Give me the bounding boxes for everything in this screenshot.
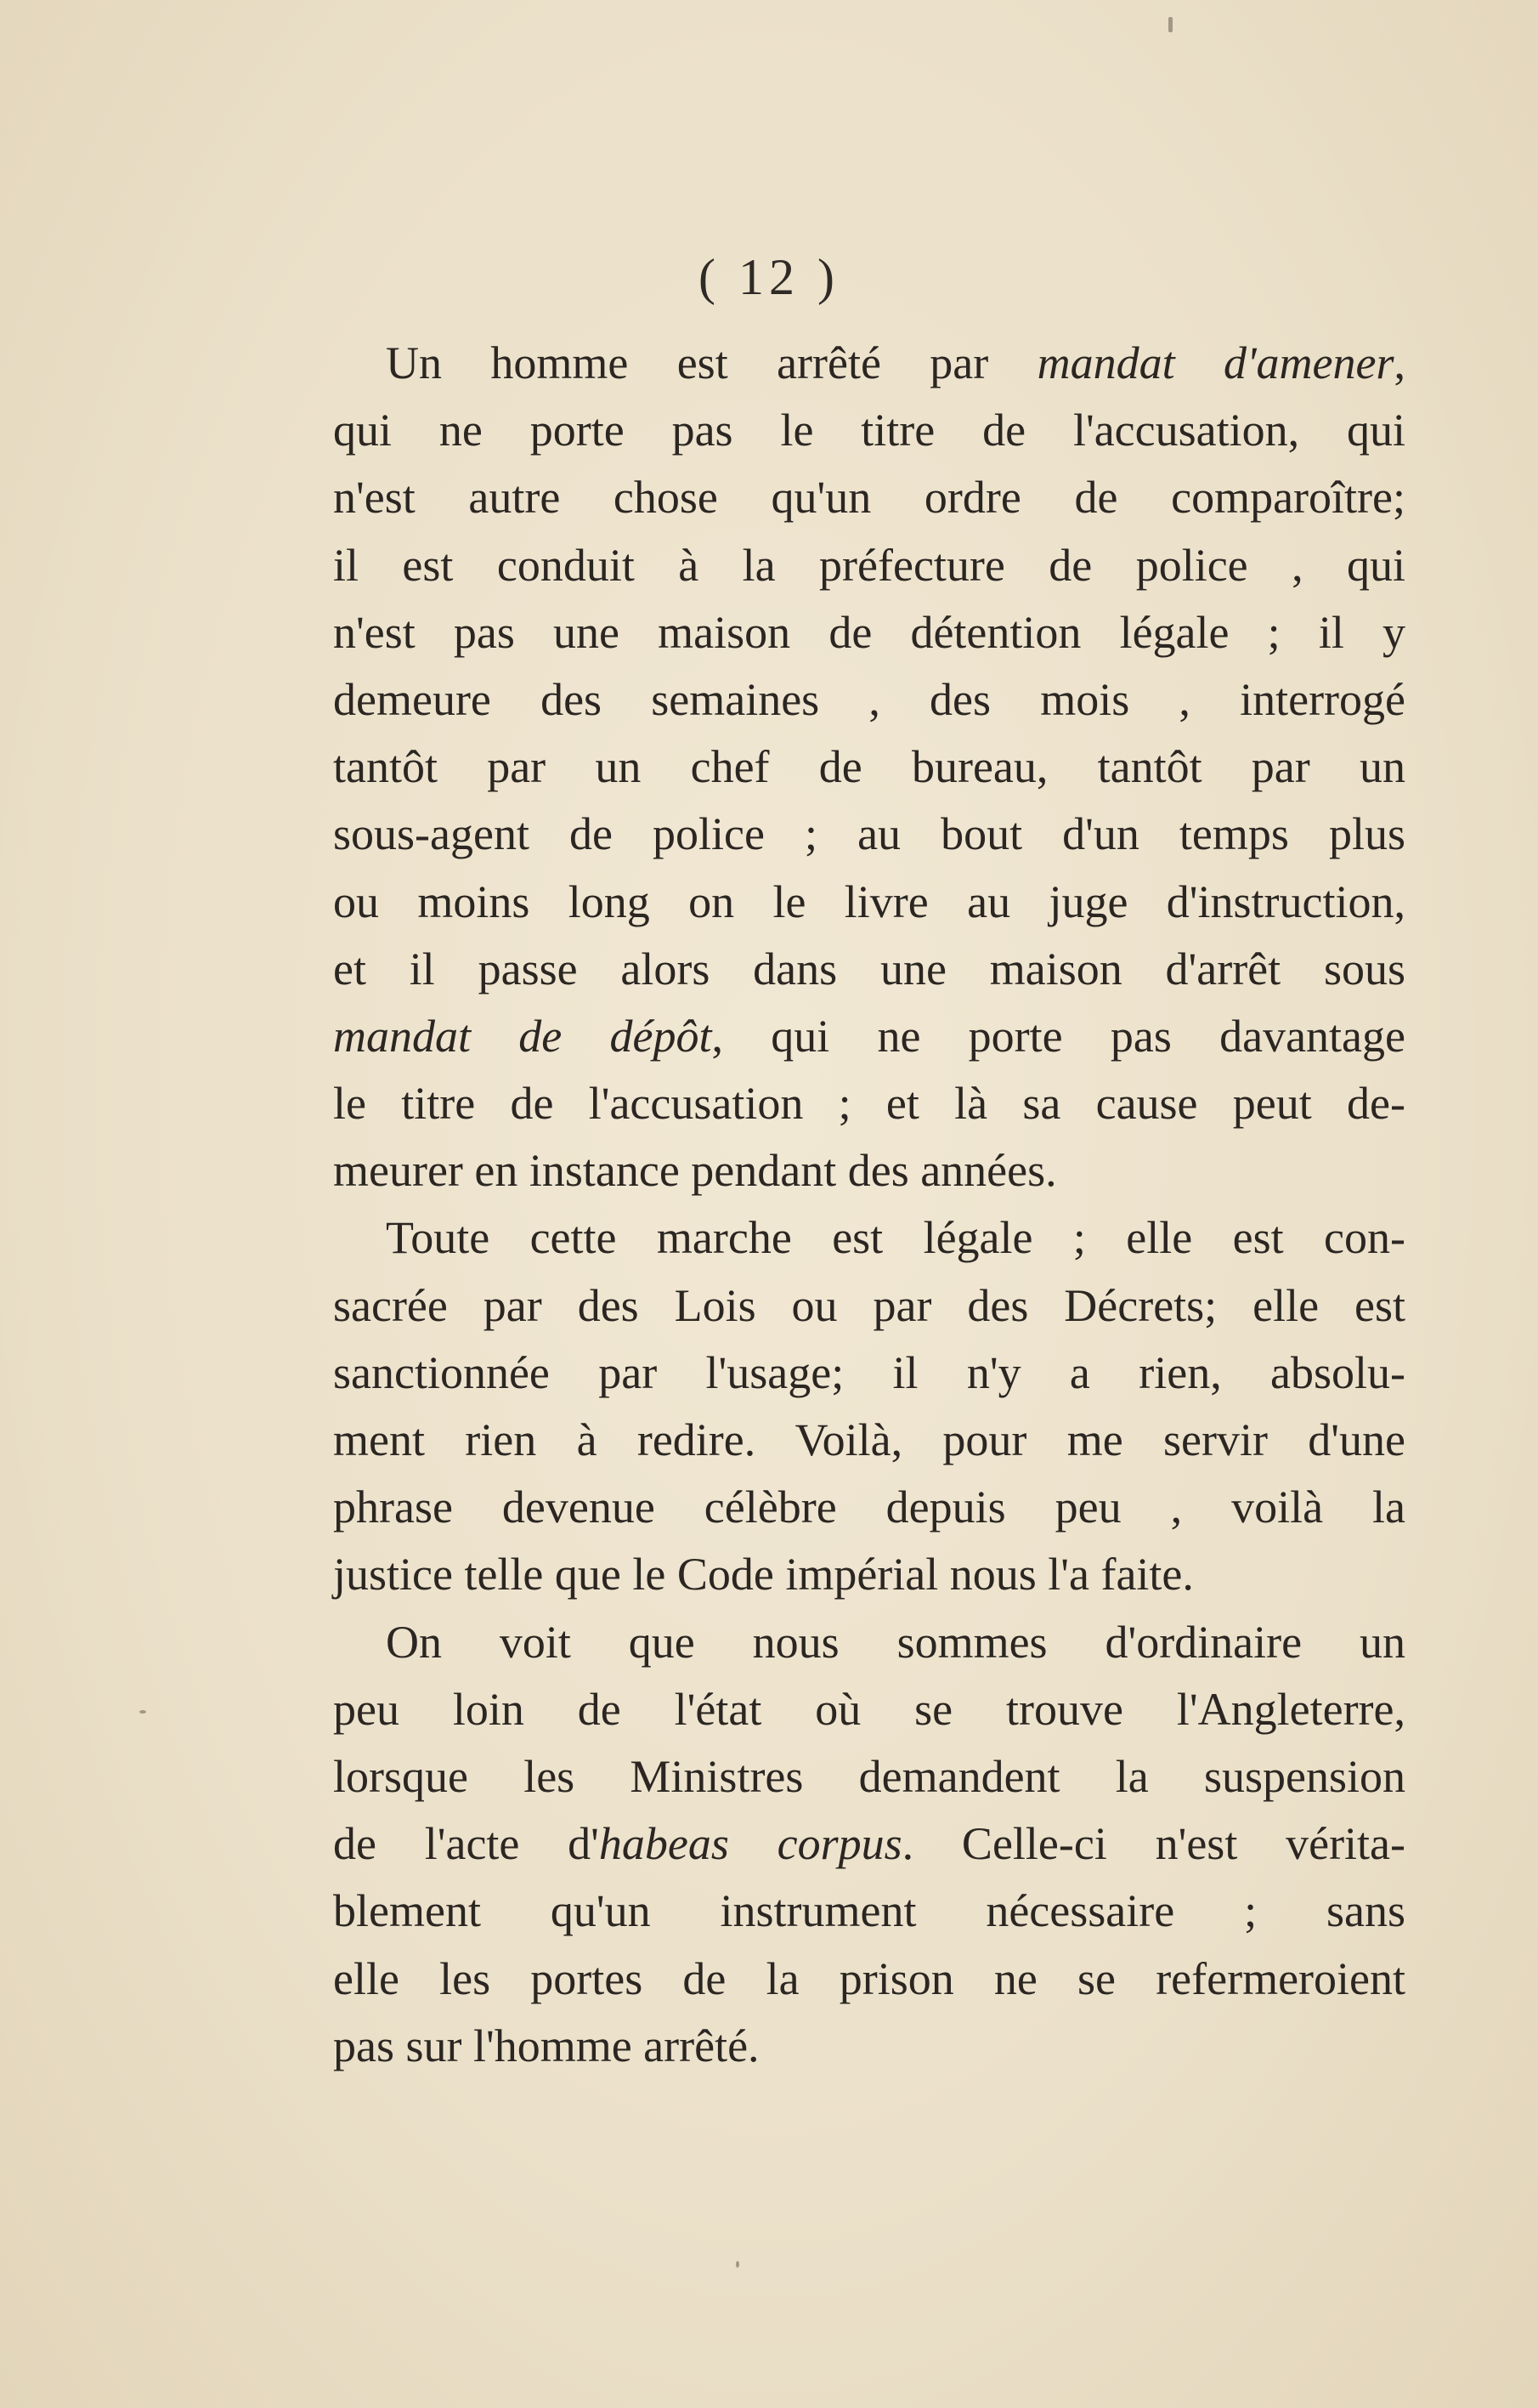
text-run: tantôt par un chef de bureau, tantôt par un: [333, 741, 1405, 793]
text-line: [333, 1810, 1405, 1878]
text-line: [333, 1204, 1405, 1272]
body-text: [333, 330, 1405, 2080]
text-run: sanctionnée par l'usage; il n'y a rien, absolu-: [333, 1346, 1405, 1398]
text-run: n'est autre chose qu'un ordre de comparoître;: [333, 472, 1405, 524]
text-run: blement qu'un instrument nécessaire ; sans: [333, 1885, 1405, 1937]
text-run: pas sur l'homme arrêté.: [333, 2020, 760, 2071]
text-line: [333, 1407, 1405, 1474]
text-line: [333, 532, 1405, 599]
text-run: Toute cette marche est légale ; elle est con-: [386, 1212, 1405, 1264]
text-line: [333, 330, 1405, 397]
text-run: le titre de l'accusation ; et là sa cause peut de-: [333, 1078, 1405, 1130]
text-run: ou moins long on le livre au juge d'instruction,: [333, 875, 1405, 927]
text-run: qui ne porte pas le titre de l'accusation, qui: [333, 405, 1405, 456]
text-line: [333, 1946, 1405, 2013]
italic-phrase: habeas corpus: [598, 1818, 902, 1870]
text-run: meurer en instance pendant des années.: [333, 1145, 1057, 1197]
text-line: [333, 397, 1405, 464]
text-line: [333, 869, 1405, 936]
text-run: elle les portes de la prison ne se refermeroient: [333, 1952, 1405, 2004]
italic-phrase: mandat de dépôt: [333, 1010, 712, 1062]
text-run: Un homme est arrêté par: [386, 337, 1038, 388]
text-run: peu loin de l'état où se trouve l'Angleterre,: [333, 1683, 1405, 1735]
text-run: , qui ne porte pas davantage: [711, 1010, 1405, 1062]
text-line: [333, 1676, 1405, 1743]
paper-speck: [139, 1710, 146, 1714]
text-line: [333, 1878, 1405, 1945]
text-run: justice telle que le Code impérial nous l'a faite.: [333, 1549, 1194, 1601]
text-run: il est conduit à la préfecture de police , qui: [333, 539, 1405, 591]
text-line: [333, 801, 1405, 868]
text-run: On voit que nous sommes d'ordinaire un: [386, 1616, 1405, 1668]
text-line: [333, 1474, 1405, 1541]
text-line: [333, 936, 1405, 1003]
text-run: sous-agent de police ; au bout d'un temps plus: [333, 808, 1405, 860]
text-run: sacrée par des Lois ou par des Décrets; elle est: [333, 1279, 1405, 1331]
text-line: [333, 666, 1405, 734]
text-line: [333, 1541, 1405, 1608]
text-run: . Celle-ci n'est vérita-: [902, 1818, 1406, 1870]
page-number: ( 12 ): [698, 249, 840, 305]
text-run: et il passe alors dans une maison d'arrêt sous: [333, 943, 1405, 994]
text-line: [333, 1609, 1405, 1676]
text-run: lorsque les Ministres demandent la suspension: [333, 1750, 1405, 1802]
text-line: [333, 1743, 1405, 1810]
text-line: [333, 734, 1405, 801]
text-line: [333, 1137, 1405, 1204]
text-line: [333, 1003, 1405, 1070]
text-run: de l'acte d': [333, 1818, 599, 1870]
text-run: phrase devenue célèbre depuis peu , voilà la: [333, 1482, 1405, 1533]
text-line: [333, 464, 1405, 531]
text-line: [333, 599, 1405, 666]
paper-speck: [1168, 17, 1173, 32]
paper-speck: [736, 2261, 739, 2268]
text-run: demeure des semaines , des mois , interrogé: [333, 673, 1405, 725]
text-run: n'est pas une maison de détention légale ; il y: [333, 606, 1405, 658]
text-line: [333, 2013, 1405, 2080]
text-line: [333, 1272, 1405, 1340]
text-run: ment rien à redire. Voilà, pour me servir d'une: [333, 1414, 1405, 1465]
text-line: [333, 1070, 1405, 1137]
text-run: ,: [1394, 337, 1406, 388]
text-line: [333, 1340, 1405, 1407]
italic-phrase: mandat d'amener: [1037, 337, 1394, 388]
